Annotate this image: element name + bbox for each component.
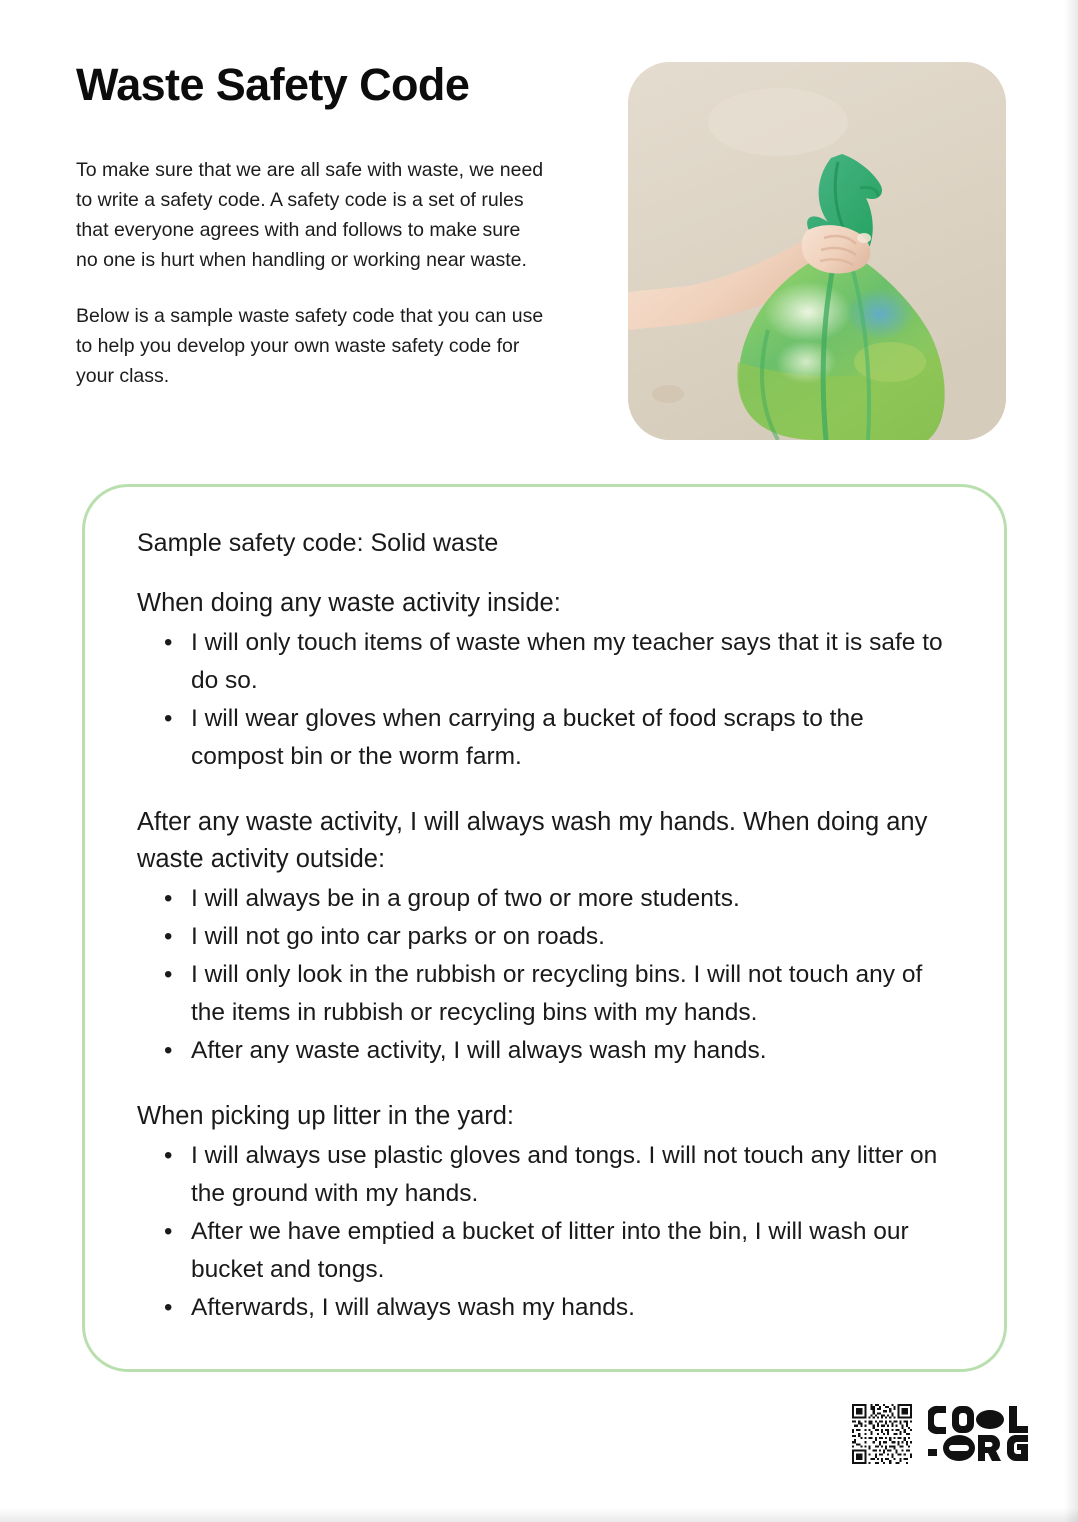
rule-list	[137, 1137, 960, 1327]
footer	[852, 1404, 1030, 1464]
list-item: • I will always be in a group of two or more students.	[191, 880, 960, 918]
waste-bag-illustration	[628, 62, 1006, 440]
section-inside	[137, 585, 960, 776]
list-item: • I will not go into car parks or on roads.	[191, 918, 960, 956]
page-title: Waste Safety Code	[76, 59, 470, 110]
page-edge-shadow-bottom	[0, 1508, 1078, 1522]
cool-org-logo	[926, 1405, 1030, 1463]
qr-code-icon[interactable]	[852, 1404, 912, 1464]
list-item: • I will only look in the rubbish or recycling bins. I will not touch any of the items in rubbish or recycling bins with my hands.	[191, 956, 960, 1032]
waste-bag-photo	[628, 62, 1006, 440]
list-item: • I will only touch items of waste when my teacher says that it is safe to do so.	[191, 624, 960, 700]
intro-paragraph-1: To make sure that we are all safe with waste, we need to write a safety code. A safety code is a set of rules that everyone agrees with and follows to make sure no one is hurt when handling or working near waste.	[76, 159, 544, 271]
section-outside	[137, 804, 960, 1070]
list-item: • After any waste activity, I will always wash my hands.	[191, 1032, 960, 1070]
list-item: • After we have emptied a bucket of litter into the bin, I will wash our bucket and tongs.	[191, 1213, 960, 1289]
section-litter	[137, 1098, 960, 1327]
sample-safety-code-card	[82, 484, 1007, 1372]
section-heading: When doing any waste activity inside:	[137, 589, 561, 617]
rule-list	[137, 624, 960, 776]
list-item: • Afterwards, I will always wash my hands.	[191, 1289, 960, 1327]
intro-text	[76, 155, 546, 391]
list-item: • I will wear gloves when carrying a bucket of food scraps to the compost bin or the worm farm.	[191, 700, 960, 776]
section-heading: When picking up litter in the yard:	[137, 1102, 515, 1130]
card-title: Sample safety code: Solid waste	[137, 529, 499, 557]
rule-list	[137, 880, 960, 1070]
page-edge-shadow-right	[1064, 0, 1078, 1522]
intro-paragraph-2: Below is a sample waste safety code that you can use to help you develop your own waste safety code for your class.	[76, 305, 544, 387]
list-item: • I will always use plastic gloves and tongs. I will not touch any litter on the ground with my hands.	[191, 1137, 960, 1213]
section-heading: After any waste activity, I will always wash my hands. When doing any waste activity outside:	[137, 808, 928, 873]
